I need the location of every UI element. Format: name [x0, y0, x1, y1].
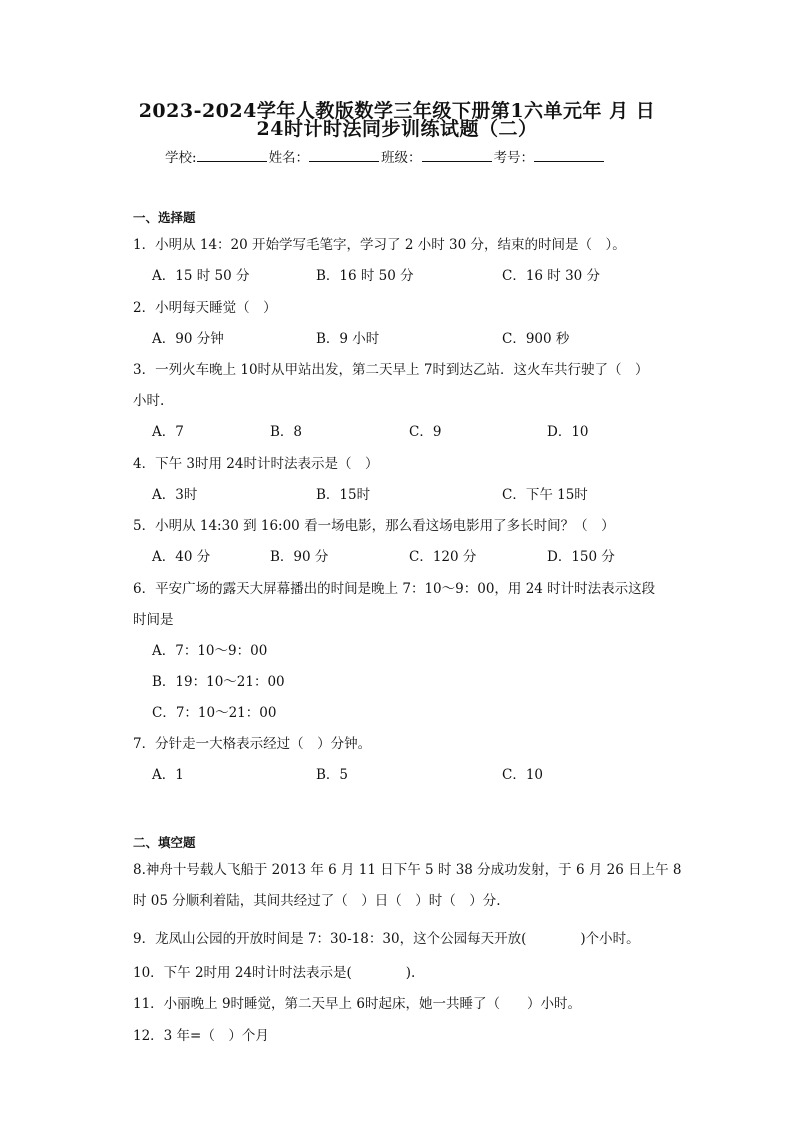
question-5-options: [152, 545, 672, 565]
option-c: C．9: [409, 424, 442, 440]
question-6: 6．平安广场的露天大屏幕播出的时间是晚上 7：10～9：00，用 24 时计时法表示这段: [133, 581, 656, 597]
question-6-option-c: [152, 701, 672, 721]
class-blank: [422, 149, 492, 162]
option-d: D．10: [547, 424, 589, 440]
number-label: 考号：: [493, 150, 535, 166]
question-8-continued: 时 05 分顺利着陆，其间共经过了（ ）日（ ）时（ ）分.: [133, 893, 501, 909]
section-heading-fill: 二、填空题: [133, 835, 196, 850]
option-a: A．7: [152, 424, 184, 440]
option-c: C．120 分: [409, 549, 477, 565]
option-a: A．1: [152, 767, 184, 783]
student-info-row: [165, 146, 606, 166]
page-title: 2023-2024学年人教版数学三年级下册第1六单元年 月 日: [138, 100, 656, 122]
option-b: B．90 分: [270, 549, 329, 565]
question-2-options: [152, 327, 672, 347]
section-heading-choice: 一、选择题: [133, 210, 196, 225]
name-blank: [309, 149, 379, 162]
question-7: 7．分针走一大格表示经过（ ）分钟。: [133, 736, 372, 752]
option-c: C．16 时 30 分: [502, 268, 601, 284]
question-9: 9．龙凤山公园的开放时间是 7：30-18：30，这个公园每天开放( )个小时。: [133, 931, 640, 947]
option-c: C．7：10～21：00: [152, 705, 277, 721]
question-7-options: [152, 763, 672, 783]
option-a: A．7：10～9：00: [152, 643, 268, 659]
school-label: 学校:: [165, 150, 197, 166]
option-c: C．下午 15时: [502, 487, 588, 503]
question-4: 4．下午 3时用 24时计时法表示是（ ）: [133, 456, 379, 472]
question-6-continued: 时间是: [133, 612, 174, 628]
option-b: B．8: [270, 424, 303, 440]
question-6-option-a: [152, 639, 672, 659]
option-b: B．19：10～21：00: [152, 674, 285, 690]
option-d: D．150 分: [547, 549, 615, 565]
question-10: 10．下午 2时用 24时计时法表示是( ).: [133, 965, 416, 981]
option-a: A．3时: [152, 487, 198, 503]
question-4-options: [152, 483, 672, 503]
option-a: A．15 时 50 分: [152, 268, 250, 284]
option-a: A．90 分钟: [152, 331, 224, 347]
question-2: 2．小明每天睡觉（ ）: [133, 300, 277, 316]
question-1: 1．小明从 14：20 开始学写毛笔字，学习了 2 小时 30 分，结束的时间是（ ）。: [133, 237, 626, 253]
question-6-option-b: [152, 670, 672, 690]
question-5: 5．小明从 14:30 到 16:00 看一场电影，那么看这场电影用了多长时间？（ ）: [133, 518, 615, 534]
option-b: B．5: [316, 767, 349, 783]
page-subtitle: 24时计时法同步训练试题（二）: [256, 118, 538, 140]
name-label: 姓名：: [268, 150, 310, 166]
question-3-continued: 小时.: [133, 393, 165, 409]
option-c: C．10: [502, 767, 544, 783]
question-1-options: [152, 264, 672, 284]
number-blank: [534, 149, 604, 162]
question-3-options: [152, 420, 672, 440]
question-8: 8.神舟十号载人飞船于 2013 年 6 月 11 日下午 5 时 38 分成功发射，于 6 月 26 日上午 8: [133, 862, 682, 878]
option-b: B．15时: [316, 487, 371, 503]
option-b: B．16 时 50 分: [316, 268, 414, 284]
question-3: 3．一列火车晚上 10时从甲站出发，第二天早上 7时到达乙站．这火车共行驶了（ ）: [133, 362, 649, 378]
option-c: C．900 秒: [502, 331, 570, 347]
class-label: 班级：: [381, 150, 422, 166]
question-11: 11．小丽晚上 9时睡觉，第二天早上 6时起床，她一共睡了（ ）小时。: [133, 996, 581, 1012]
question-12: 12．3 年=（ ）个月: [133, 1028, 269, 1044]
option-a: A．40 分: [152, 549, 211, 565]
option-b: B．9 小时: [316, 331, 380, 347]
school-blank: [197, 149, 267, 162]
